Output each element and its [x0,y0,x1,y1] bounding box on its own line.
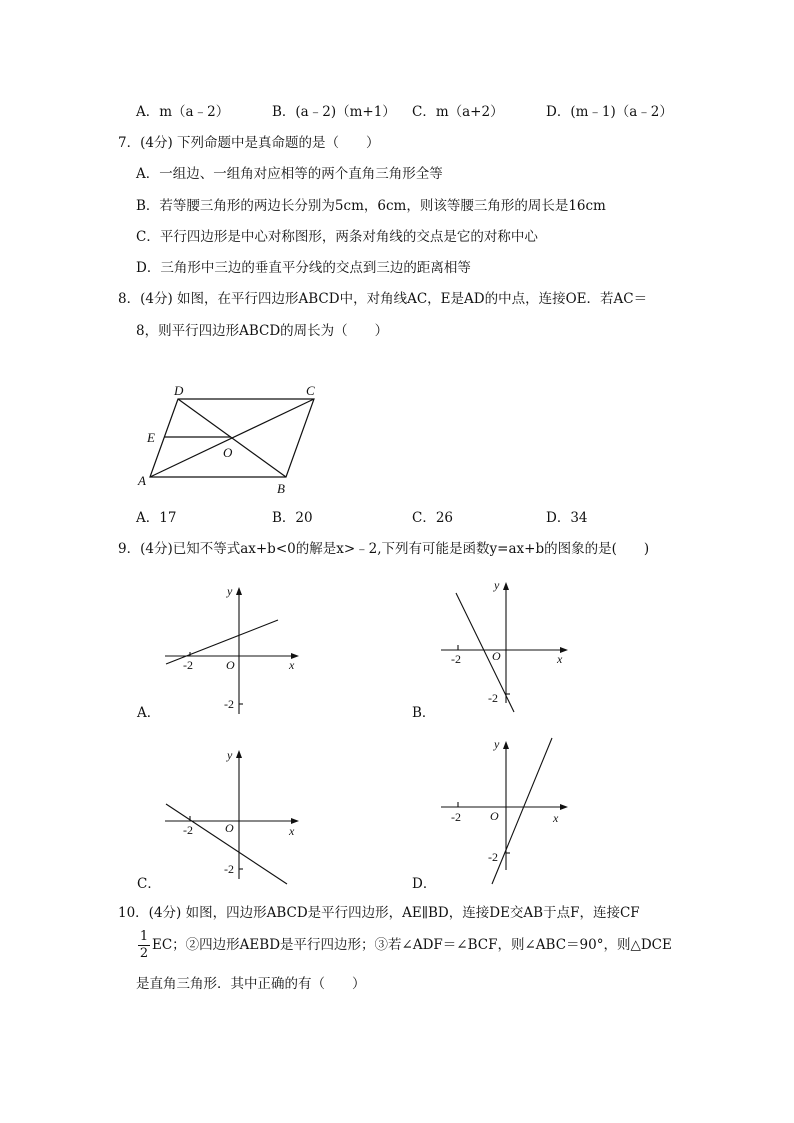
q7-option-b: B．若等腰三角形的两边长分别为5cm，6cm，则该等腰三角形的周长是16cm [136,198,606,214]
q9-stem: 9．(4分)已知不等式ax+b<0的解是x>﹣2,下列有可能是函数y=ax+b的图象的是( ) [118,541,650,557]
q9-letter-d: D． [412,876,437,892]
q9c-x-tick: -2 [183,823,193,837]
q9-letter-a: A． [137,705,161,721]
q9c-x-label: x [289,824,295,838]
q8-option-a: A．17 [136,510,177,526]
q9-graph-a [160,580,310,720]
q8-label-c: C [306,383,315,398]
q8-label-a: A [138,473,146,488]
q8-option-c: C．26 [412,510,454,526]
q8-parallelogram-figure [130,375,330,500]
q6-option-c: C．m（a+2） [412,104,504,120]
q9b-y-label: y [494,578,500,592]
q8-stem-line1: 8．(4分) 如图，在平行四边形ABCD中，对角线AC，E是AD的中点，连接OE．若AC＝ [118,291,648,307]
q9b-origin: O [492,649,501,663]
q7-option-c: C．平行四边形是中心对称图形，两条对角线的交点是它的对称中心 [136,229,538,245]
q8-option-b: B．20 [272,510,313,526]
q9-graph-d [436,734,586,889]
q9b-x-tick: -2 [451,652,461,666]
q6-option-d: D．(m﹣1)（a﹣2） [546,104,673,120]
q9a-origin: O [226,658,235,672]
q9d-x-tick: -2 [451,810,461,824]
q9a-y-tick: -2 [224,697,234,711]
q8-option-d: D．34 [546,510,588,526]
q10-frac-denominator: 2 [139,946,149,961]
q8-stem-line2: 8，则平行四边形ABCD的周长为（ ） [136,323,389,339]
q9-graph-b [436,575,586,715]
q9d-origin: O [490,809,499,823]
q6-option-a: A．m（a﹣2） [136,104,230,120]
q10-stem-line2: EC；②四边形AEBD是平行四边形；③若∠ADF＝∠BCF，则∠ABC＝90°，则△DCE [152,937,672,953]
q9d-y-tick: -2 [488,850,498,864]
q9d-x-label: x [553,811,559,825]
q9-letter-c: C． [137,876,161,892]
q8-label-b: B [277,481,285,496]
q8-label-e: E [147,430,155,445]
q10-fraction [138,930,150,961]
q9b-x-label: x [557,652,563,666]
q7-option-a: A．一组边、一组角对应相等的两个直角三角形全等 [136,166,443,182]
q7-stem: 7．(4分) 下列命题中是真命题的是（ ） [118,135,380,151]
q8-label-d: D [174,383,184,398]
q9c-y-tick: -2 [224,862,234,876]
q8-label-o: O [223,445,233,460]
q9-graph-c [160,742,310,892]
q9a-x-tick: -2 [183,658,193,672]
q9-letter-b: B． [412,705,436,721]
q9d-y-label: y [494,737,500,751]
q10-stem-line3: 是直角三角形．其中正确的有（ ） [136,976,366,992]
q9c-y-label: y [227,748,233,762]
q9a-x-label: x [289,658,295,672]
q7-option-d: D．三角形中三边的垂直平分线的交点到三边的距离相等 [136,260,471,276]
q10-frac-numerator: 1 [139,929,149,944]
q6-option-b: B．(a﹣2)（m+1） [272,104,396,120]
q10-stem-line1: 10．(4分) 如图，四边形ABCD是平行四边形，AE∥BD，连接DE交AB于点F，连接CF [118,905,640,921]
q9c-origin: O [225,821,234,835]
q9b-y-tick: -2 [488,691,498,705]
q9a-y-label: y [227,584,233,598]
